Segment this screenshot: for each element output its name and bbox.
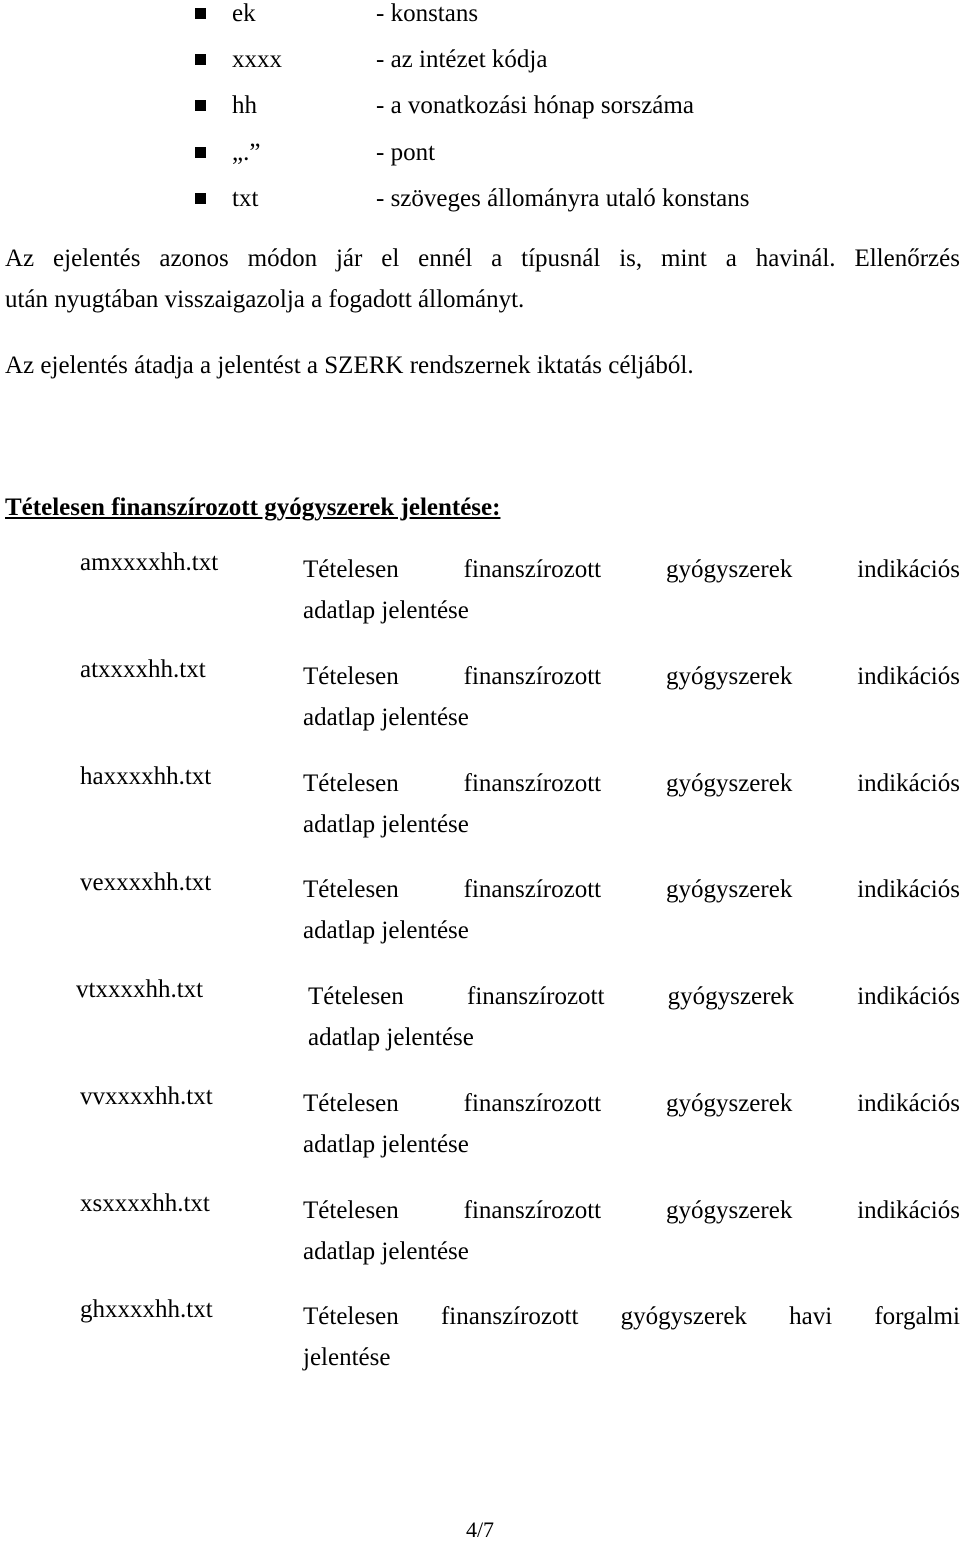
- file-description: [303, 869, 960, 951]
- page-number: 4/7: [465, 1517, 495, 1542]
- word: finanszírozott: [463, 876, 602, 903]
- word: finanszírozott: [440, 1303, 579, 1330]
- file-description: [308, 976, 960, 1058]
- word: el: [381, 245, 400, 272]
- file-description: [303, 656, 960, 738]
- word: finanszírozott: [463, 770, 602, 797]
- desc-line: [303, 549, 960, 590]
- word: gyógyszerek: [667, 983, 795, 1010]
- word: finanszírozott: [463, 1090, 602, 1117]
- word: finanszírozott: [463, 556, 602, 583]
- word: ejelentés: [53, 245, 141, 272]
- file-name: haxxxxhh.txt: [80, 763, 212, 790]
- file-entry: [0, 1190, 960, 1272]
- word: finanszírozott: [467, 983, 605, 1010]
- section-heading: Tételesen finanszírozott gyógyszerek jelentése:: [5, 494, 501, 521]
- square-bullet-icon: [195, 193, 206, 204]
- file-name: amxxxxhh.txt: [80, 549, 219, 576]
- file-name: xsxxxxhh.txt: [80, 1190, 210, 1217]
- desc-line: jelentése: [303, 1344, 391, 1371]
- word: a: [725, 245, 737, 272]
- word: Tételesen: [308, 983, 404, 1010]
- word: gyógyszerek: [665, 556, 793, 583]
- file-entry: [0, 763, 960, 845]
- word: Tételesen: [303, 770, 399, 797]
- word: módon: [247, 245, 318, 272]
- word: forgalmi: [874, 1303, 960, 1330]
- bullet-code: xxxx: [232, 46, 282, 73]
- word: Az: [5, 245, 35, 272]
- bullet-desc: - az intézet kódja: [376, 46, 548, 73]
- file-description: [303, 1296, 960, 1378]
- paragraph-ejelentes-process: [5, 238, 960, 320]
- square-bullet-icon: [195, 100, 206, 111]
- desc-line: [303, 763, 960, 804]
- bullet-item: [0, 46, 960, 76]
- desc-line: [308, 976, 960, 1017]
- word: Tételesen: [303, 556, 399, 583]
- file-entry: [0, 656, 960, 738]
- file-entry: [0, 549, 960, 631]
- word: havi: [789, 1303, 833, 1330]
- bullet-item: [0, 0, 960, 30]
- desc-line: [303, 656, 960, 697]
- word: indikációs: [857, 556, 960, 583]
- paragraph-szerk: [5, 345, 960, 386]
- word: jár: [335, 245, 363, 272]
- word: gyógyszerek: [665, 770, 793, 797]
- word: Tételesen: [303, 1303, 399, 1330]
- word: ennél: [418, 245, 473, 272]
- bullet-item: [0, 185, 960, 215]
- word: mint: [661, 245, 707, 272]
- desc-line: [303, 869, 960, 910]
- word: gyógyszerek: [665, 1090, 793, 1117]
- file-description: [303, 1190, 960, 1272]
- desc-line: adatlap jelentése: [303, 704, 469, 731]
- file-description: [303, 1083, 960, 1165]
- word: indikációs: [857, 770, 960, 797]
- file-entry: [0, 1296, 960, 1378]
- bullet-code: txt: [232, 185, 259, 212]
- word: havinál.: [755, 245, 836, 272]
- file-name: atxxxxhh.txt: [80, 656, 206, 683]
- word: gyógyszerek: [665, 876, 793, 903]
- square-bullet-icon: [195, 8, 206, 19]
- file-name: vexxxxhh.txt: [80, 869, 212, 896]
- word: típusnál: [521, 245, 601, 272]
- bullet-item: [0, 139, 960, 169]
- word: indikációs: [857, 1197, 960, 1224]
- bullet-desc: - a vonatkozási hónap sorszáma: [376, 92, 694, 119]
- word: azonos: [159, 245, 229, 272]
- word: indikációs: [857, 663, 960, 690]
- word: Ellenőrzés: [854, 245, 960, 272]
- word: Tételesen: [303, 663, 399, 690]
- desc-line: [303, 1296, 960, 1337]
- square-bullet-icon: [195, 54, 206, 65]
- paragraph-line: [5, 238, 960, 279]
- word: Tételesen: [303, 1090, 399, 1117]
- file-entry: [0, 1083, 960, 1165]
- word: gyógyszerek: [620, 1303, 747, 1330]
- word: is,: [619, 245, 643, 272]
- desc-line: adatlap jelentése: [303, 597, 469, 624]
- desc-line: adatlap jelentése: [303, 1131, 469, 1158]
- word: gyógyszerek: [665, 1197, 793, 1224]
- file-name: vtxxxxhh.txt: [76, 976, 204, 1003]
- desc-line: adatlap jelentése: [303, 917, 469, 944]
- word: finanszírozott: [463, 663, 602, 690]
- square-bullet-icon: [195, 147, 206, 158]
- word: Tételesen: [303, 1197, 399, 1224]
- word: finanszírozott: [463, 1197, 602, 1224]
- file-name: ghxxxxhh.txt: [80, 1296, 213, 1323]
- bullet-code: hh: [232, 92, 257, 119]
- desc-line: adatlap jelentése: [308, 1024, 474, 1051]
- desc-line: [303, 1190, 960, 1231]
- word: indikációs: [857, 876, 960, 903]
- file-entry: [0, 976, 960, 1058]
- word: a: [491, 245, 503, 272]
- word: indikációs: [857, 1090, 960, 1117]
- paragraph-line: után nyugtában visszaigazolja a fogadott állományt.: [5, 286, 525, 313]
- bullet-code: ek: [232, 0, 256, 27]
- bullet-desc: - pont: [376, 139, 436, 166]
- bullet-code: „.”: [232, 139, 261, 166]
- desc-line: [303, 1083, 960, 1124]
- word: Tételesen: [303, 876, 399, 903]
- bullet-desc: - szöveges állományra utaló konstans: [376, 185, 750, 212]
- file-entry: [0, 869, 960, 951]
- paragraph-line: Az ejelentés átadja a jelentést a SZERK rendszernek iktatás céljából.: [5, 352, 694, 379]
- file-description: [303, 549, 960, 631]
- word: gyógyszerek: [665, 663, 793, 690]
- bullet-item: [0, 92, 960, 122]
- desc-line: adatlap jelentése: [303, 811, 469, 838]
- bullet-desc: - konstans: [376, 0, 479, 27]
- file-description: [303, 763, 960, 845]
- file-name: vvxxxxhh.txt: [80, 1083, 213, 1110]
- word: indikációs: [857, 983, 960, 1010]
- desc-line: adatlap jelentése: [303, 1238, 469, 1265]
